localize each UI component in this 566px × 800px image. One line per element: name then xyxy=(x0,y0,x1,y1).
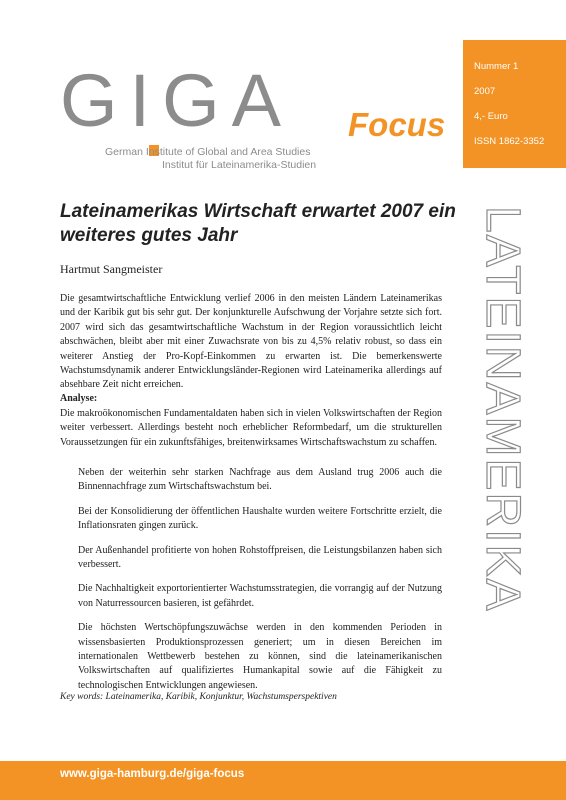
keywords: Key words: Lateinamerika, Karibik, Konjunktur, Wachstumsperspektiven xyxy=(60,692,337,702)
analysis-intro: Die makroökonomischen Fundamentaldaten haben sich in vielen Volkswirtschaften der Region weiter verbessert. Allerdings besteht noch erheblicher Reformbedarf, um die strukturellen Voraussetzungen für ein zukunftsfähiges, breitenwirksames Wirtschaftswachstum zu schaffen. xyxy=(60,408,442,448)
logo-subline-2: Institut für Lateinamerika-Studien xyxy=(162,159,317,171)
issue-info-panel xyxy=(463,40,566,168)
article-abstract: Die gesamtwirtschaftliche Entwicklung verlief 2006 in den meisten Ländern Lateinamerikas und der Karibik gut bis sehr gut. Der konjunkturelle Aufschwung der Vorjahre setzte sich fort. 2007 wird sich das gesamtwirtschaftliche Wachstum in der Region voraussichtlich leicht abschwächen, bleibt aber mit einer Zuwachsrate von bis zu 4,5% relativ robust, so dass ein weiterer Anstieg der Pro-Kopf-Einkommen zu erwarten ist. Die bemerkenswerte Wachstumsdynamik anderer Entwicklungsländer-Regionen wird Lateinamerika allerdings auf absehbare Zeit nicht erreichen. xyxy=(60,293,442,391)
analysis-point: Die Nachhaltigkeit exportorientierter Wachstumsstrategien, die vorrangig auf der Nutzung von Naturressourcen basieren, ist gefährdet. xyxy=(78,583,442,609)
analysis-points xyxy=(78,466,442,703)
focus-logo-text: Focus xyxy=(348,106,446,143)
analysis-point: Die höchsten Wertschöpfungszuwächse werden in den kommenden Perioden in wissensbasierten Produktionsprozessen generiert; um in diesen Bereichen im internationalen Wettbewerb bestehen zu können, sind die lateinamerikanischen Volkswirtschaften auf qualifiziertes Humankapital sowie auf die Fähigkeit zu technologischen Entwicklungen angewiesen. xyxy=(78,622,442,691)
analysis-point: Der Außenhandel profitierte von hohen Rohstoffpreisen, die Leistungsbilanzen haben sich verbessert. xyxy=(78,544,442,571)
region-label: LATEINAMERIKA xyxy=(476,206,529,613)
article-author: Hartmut Sangmeister xyxy=(60,262,163,276)
website-link[interactable]: www.giga-hamburg.de/giga-focus xyxy=(60,768,245,780)
analysis-point: Neben der weiterhin sehr starken Nachfrage aus dem Ausland trug 2006 auch die Binnennachfrage zum Wirtschaftswachstum bei. xyxy=(78,467,442,493)
issue-issn: ISSN 1862-3352 xyxy=(474,136,545,147)
issue-price: 4,- Euro xyxy=(474,111,508,122)
issue-number: Nummer 1 xyxy=(474,61,519,72)
issue-year: 2007 xyxy=(474,86,496,97)
analysis-point: Bei der Konsolidierung der öffentlichen Haushalte wurden weitere Fortschritte erzielt, die Inflationsraten gingen zurück. xyxy=(78,505,442,532)
analysis-heading: Analyse: xyxy=(60,393,98,404)
article-title: Lateinamerikas Wirtschaft erwartet 2007 ein weiteres gutes Jahr xyxy=(60,201,456,246)
giga-logo-wordmark: GIGA xyxy=(60,59,294,142)
logo-subline-1: German Institute of Global and Area Studies xyxy=(105,146,311,158)
footer-bar xyxy=(0,761,566,800)
